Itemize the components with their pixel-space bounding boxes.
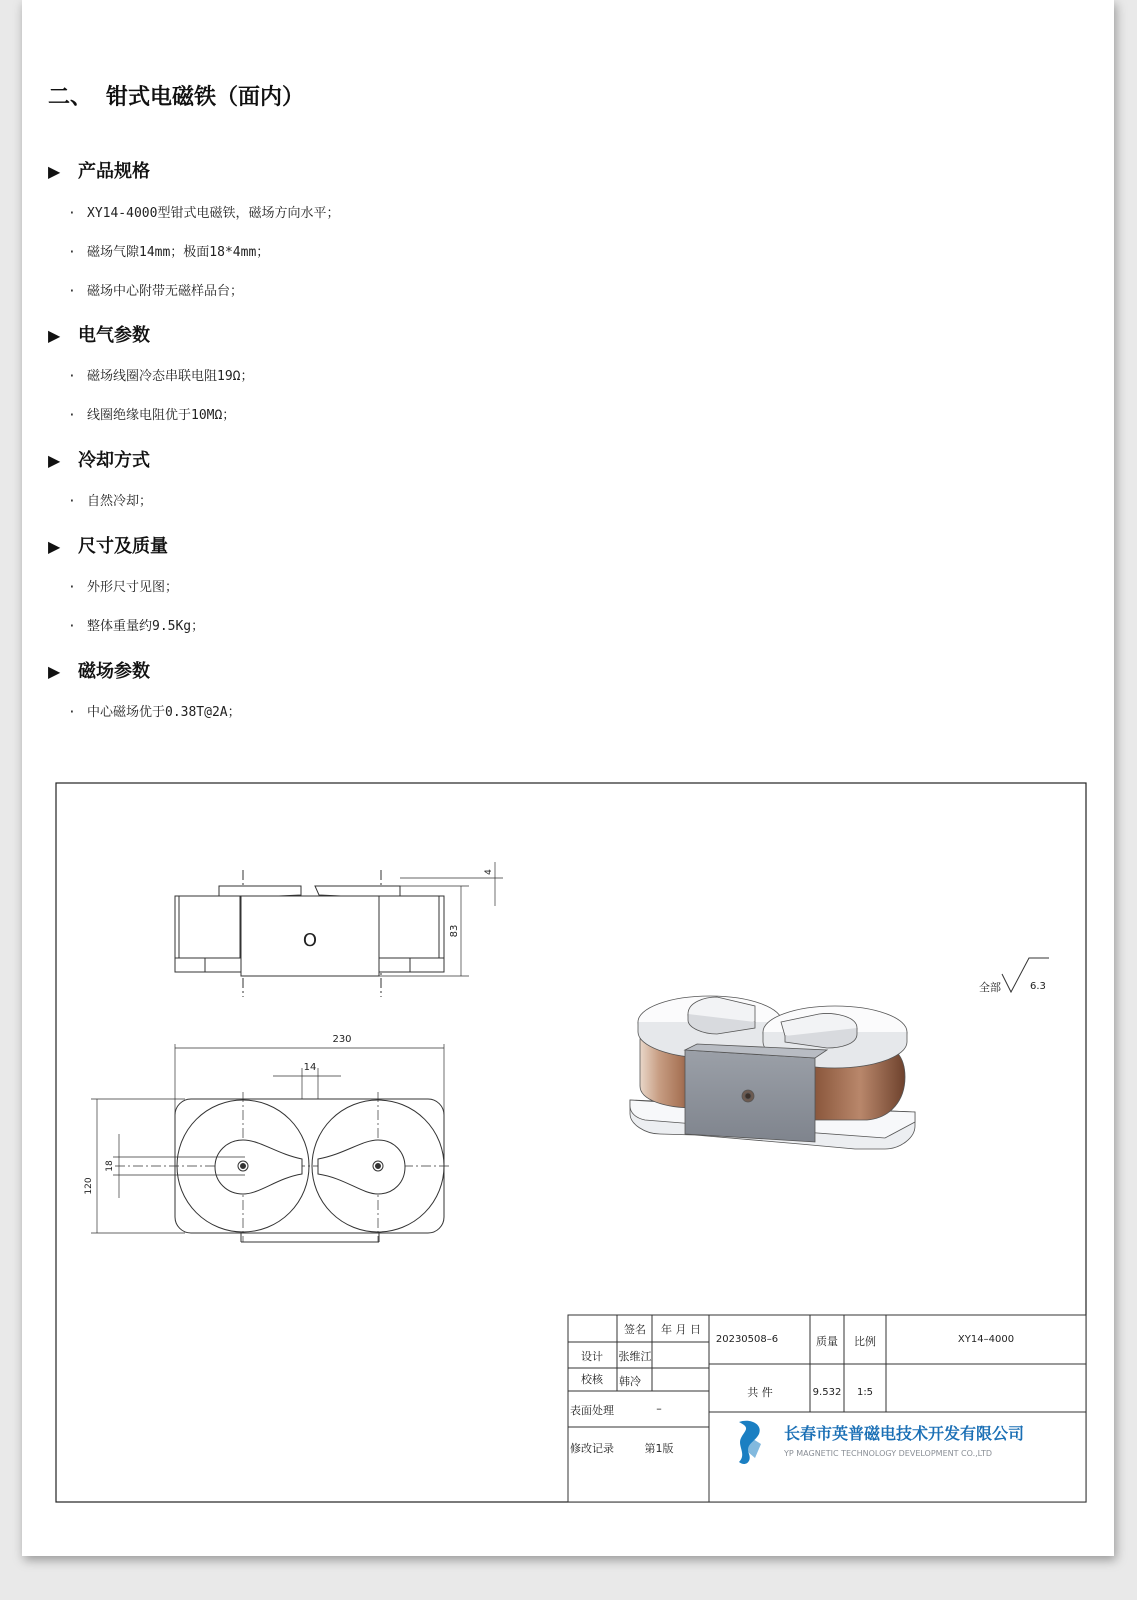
subsection-title: ▶ 磁场参数 [48,661,150,682]
engineering-drawing [55,782,1087,1503]
bullet-dot-icon: · [68,580,76,595]
heading-number: 二、 [48,85,93,110]
list-item: · 中心磁场优于0.38T@2A； [68,705,241,720]
roughness-value: 6.3 [1030,981,1046,992]
row-design-label: 设计 [581,1350,603,1363]
scale-label: 比例 [854,1335,876,1348]
bullet-dot-icon: · [68,705,76,720]
dim-width: 120 [84,1177,94,1195]
surface-value: – [656,1402,662,1415]
isometric-render [630,996,915,1149]
list-item: · 整体重量约9.5Kg； [68,619,205,634]
doc-number: 20230508–6 [715,1334,779,1345]
revision-value: 第1版 [644,1442,674,1455]
bullet-dot-icon: · [68,619,76,634]
dim-length: 230 [332,1034,352,1045]
col-date-label: 年 月 日 [661,1323,701,1336]
checker-name: 韩冷 [619,1375,641,1388]
col-sign-label: 签名 [624,1323,646,1336]
subsection-title: ▶ 电气参数 [48,325,150,346]
designer-name: 张维江 [618,1350,652,1363]
list-item: · XY14-4000型钳式电磁铁，磁场方向水平； [68,206,340,221]
mass-value: 9.532 [812,1387,842,1398]
company-name-cn: 长春市英普磁电技术开发有限公司 [784,1424,1025,1443]
subsection-title: ▶ 冷却方式 [48,450,150,471]
subsection-title: ▶ 尺寸及质量 [48,536,168,557]
triangle-bullet-icon: ▶ [48,451,61,470]
heading-title: 钳式电磁铁（面内） [106,85,305,110]
bullet-dot-icon: · [68,245,76,260]
list-item: · 磁场气隙14mm；极面18*4mm； [68,245,270,260]
mass-label: 质量 [816,1335,838,1348]
list-item: · 磁场线圈冷态串联电阻19Ω； [68,369,254,384]
list-item: · 磁场中心附带无磁样品台； [68,284,244,299]
row-revision-label: 修改记录 [570,1442,614,1455]
triangle-bullet-icon: ▶ [48,326,61,345]
dim-gap: 14 [303,1062,317,1073]
triangle-bullet-icon: ▶ [48,662,61,681]
roughness-label: 全部 [979,981,1001,994]
dim-pole-face: 18 [105,1160,115,1172]
bullet-dot-icon: · [68,284,76,299]
bullet-dot-icon: · [68,206,76,221]
hole-mark: O [302,930,318,951]
dim-pole-thickness: 4 [484,869,494,875]
company-name-en: YP MAGNETIC TECHNOLOGY DEVELOPMENT CO.,LTD [784,1449,993,1458]
triangle-bullet-icon: ▶ [48,537,61,556]
scale-value: 1:5 [856,1387,874,1398]
bullet-dot-icon: · [68,408,76,423]
bullet-dot-icon: · [68,494,76,509]
subsection-title: ▶ 产品规格 [48,161,150,182]
total-label: 共 件 [747,1386,773,1399]
bullet-dot-icon: · [68,369,76,384]
list-item: · 自然冷却； [68,494,153,509]
document-page [22,0,1114,1556]
row-check-label: 校核 [581,1373,603,1386]
model-number: XY14–4000 [957,1334,1015,1345]
section-heading [48,80,304,111]
dim-height: 83 [449,924,460,938]
list-item: · 线圈绝缘电阻优于10MΩ； [68,408,236,423]
list-item: · 外形尺寸见图； [68,580,179,595]
row-surface-label: 表面处理 [570,1404,614,1417]
drawing-svg [55,782,1087,1503]
triangle-bullet-icon: ▶ [48,162,61,181]
